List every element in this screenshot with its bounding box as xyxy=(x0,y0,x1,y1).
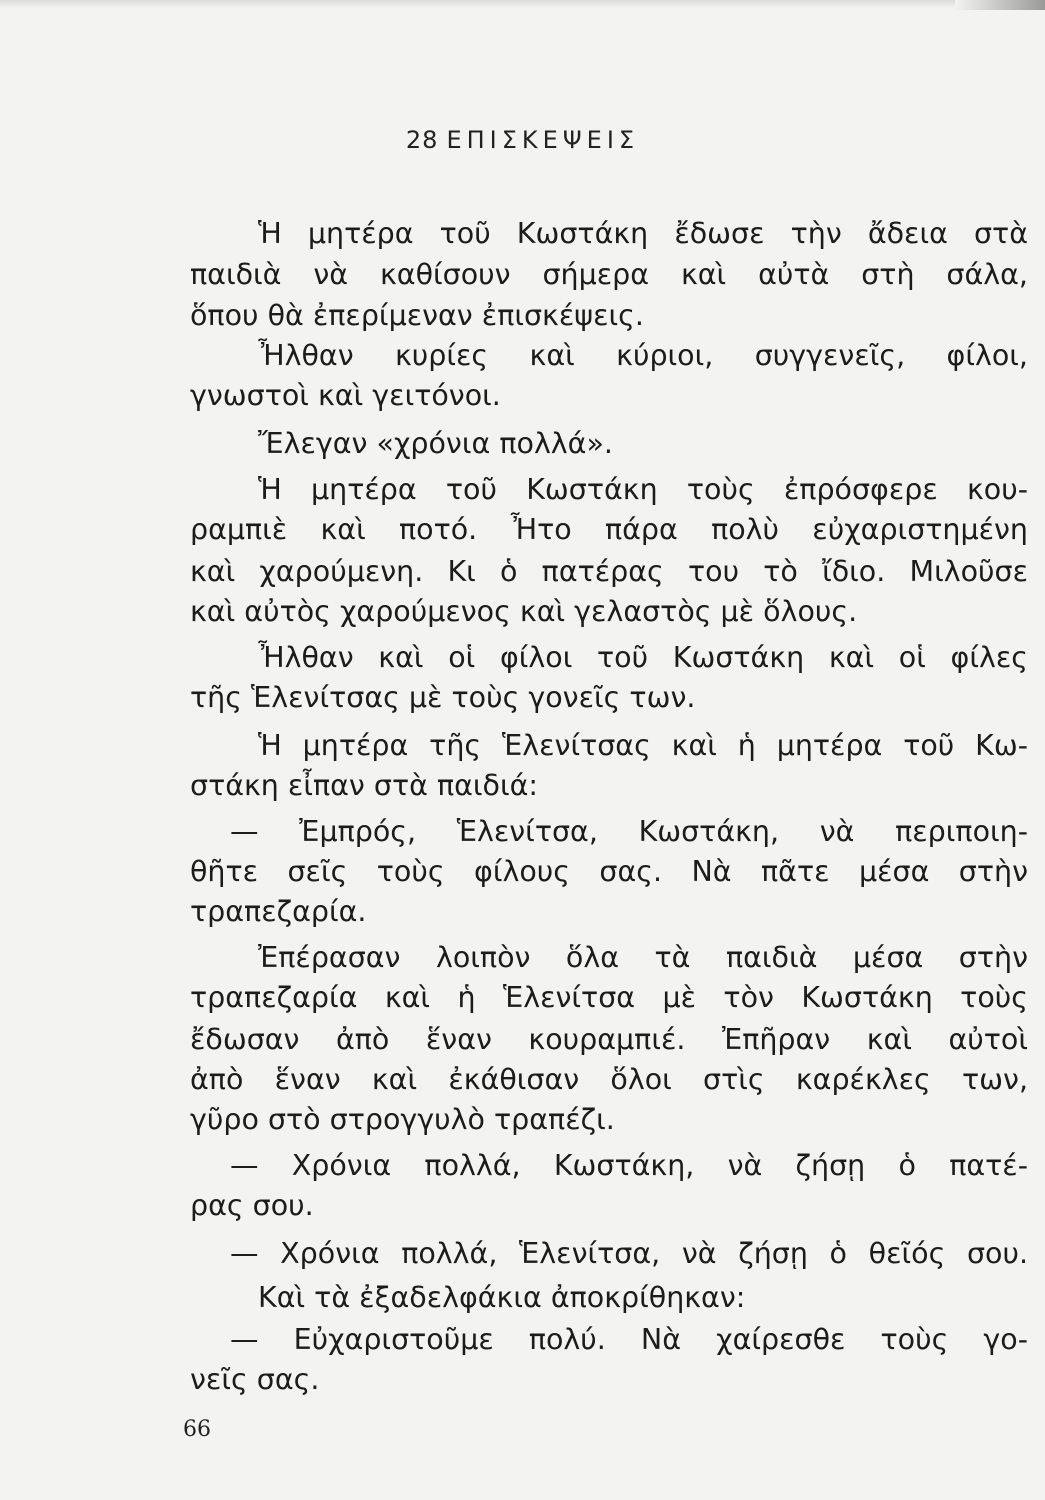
chapter-number: 28 xyxy=(405,126,439,154)
text-line: παιδιὰ νὰ καθίσουν σήμερα καὶ αὐτὰ στὴ σάλα, xyxy=(190,258,1028,291)
text-line: γῦρο στὸ στρογγυλὸ τραπέζι. xyxy=(190,1103,615,1136)
dialogue-line: — Εὐχαριστοῦμε πολύ. Νὰ χαίρεσθε τοὺς γο- xyxy=(230,1323,1028,1356)
text-line: τραπεζαρία καὶ ἡ Ἑλενίτσα μὲ τὸν Κωστάκη τοὺς xyxy=(190,981,1028,1014)
chapter-heading xyxy=(0,126,1045,154)
dialogue-line: — Χρόνια πολλά, Ἑλενίτσα, νὰ ζήσῃ ὁ θεῖός σου. xyxy=(230,1237,1028,1270)
dialogue-line: — Χρόνια πολλά, Κωστάκη, νὰ ζήσῃ ὁ πατέ- xyxy=(230,1149,1028,1182)
text-line: τραπεζαρία. xyxy=(190,895,367,928)
text-line: Καὶ τὰ ἐξαδελφάκια ἀποκρίθηκαν: xyxy=(258,1281,746,1314)
page-corner-shadow xyxy=(955,0,1045,10)
text-line: Ἡ μητέρα τῆς Ἑλενίτσας καὶ ἡ μητέρα τοῦ Κω- xyxy=(258,729,1028,762)
text-line: Ἔλεγαν «χρόνια πολλά». xyxy=(258,427,613,460)
text-line: ρας σου. xyxy=(190,1189,314,1222)
text-line: νεῖς σας. xyxy=(190,1363,320,1396)
text-line: ἀπὸ ἕναν καὶ ἐκάθισαν ὅλοι στὶς καρέκλες των, xyxy=(190,1063,1028,1096)
text-line: στάκη εἶπαν στὰ παιδιά: xyxy=(190,769,539,802)
dialogue-line: — Ἐμπρός, Ἑλενίτσα, Κωστάκη, νὰ περιποιη- xyxy=(230,815,1028,848)
text-line: Ἦλθαν καὶ οἱ φίλοι τοῦ Κωστάκη καὶ οἱ φίλες xyxy=(258,641,1028,674)
text-line: θῆτε σεῖς τοὺς φίλους σας. Νὰ πᾶτε μέσα στὴν xyxy=(190,855,1028,888)
text-line: Ἐπέρασαν λοιπὸν ὅλα τὰ παιδιὰ μέσα στὴν xyxy=(258,941,1028,974)
text-line: ὅπου θὰ ἐπερίμεναν ἐπισκέψεις. xyxy=(190,299,644,332)
text-line: Ἡ μητέρα τοῦ Κωστάκη ἔδωσε τὴν ἄδεια στὰ xyxy=(258,217,1028,250)
text-line: Ἦλθαν κυρίες καὶ κύριοι, συγγενεῖς, φίλοι, xyxy=(258,339,1028,372)
text-line: καὶ χαρούμενη. Κι ὁ πατέρας του τὸ ἴδιο. Μιλοῦσε xyxy=(190,555,1028,588)
chapter-title: ΕΠΙΣΚΕΨΕΙΣ xyxy=(446,126,640,154)
page-top-edge xyxy=(0,0,1045,8)
text-line: Ἡ μητέρα τοῦ Κωστάκη τοὺς ἐπρόσφερε κου- xyxy=(258,473,1028,506)
text-line: ἔδωσαν ἀπὸ ἕναν κουραμπιέ. Ἐπῆραν καὶ αὐτοὶ xyxy=(190,1023,1028,1056)
page-number: 66 xyxy=(183,1417,211,1442)
text-line: καὶ αὐτὸς χαρούμενος καὶ γελαστὸς μὲ ὅλους. xyxy=(190,595,858,628)
text-line: τῆς Ἑλενίτσας μὲ τοὺς γονεῖς των. xyxy=(190,681,696,714)
text-line: ραμπιὲ καὶ ποτό. Ἦτο πάρα πολὺ εὐχαριστημένη xyxy=(190,513,1028,546)
text-line: γνωστοὶ καὶ γειτόνοι. xyxy=(190,379,501,412)
